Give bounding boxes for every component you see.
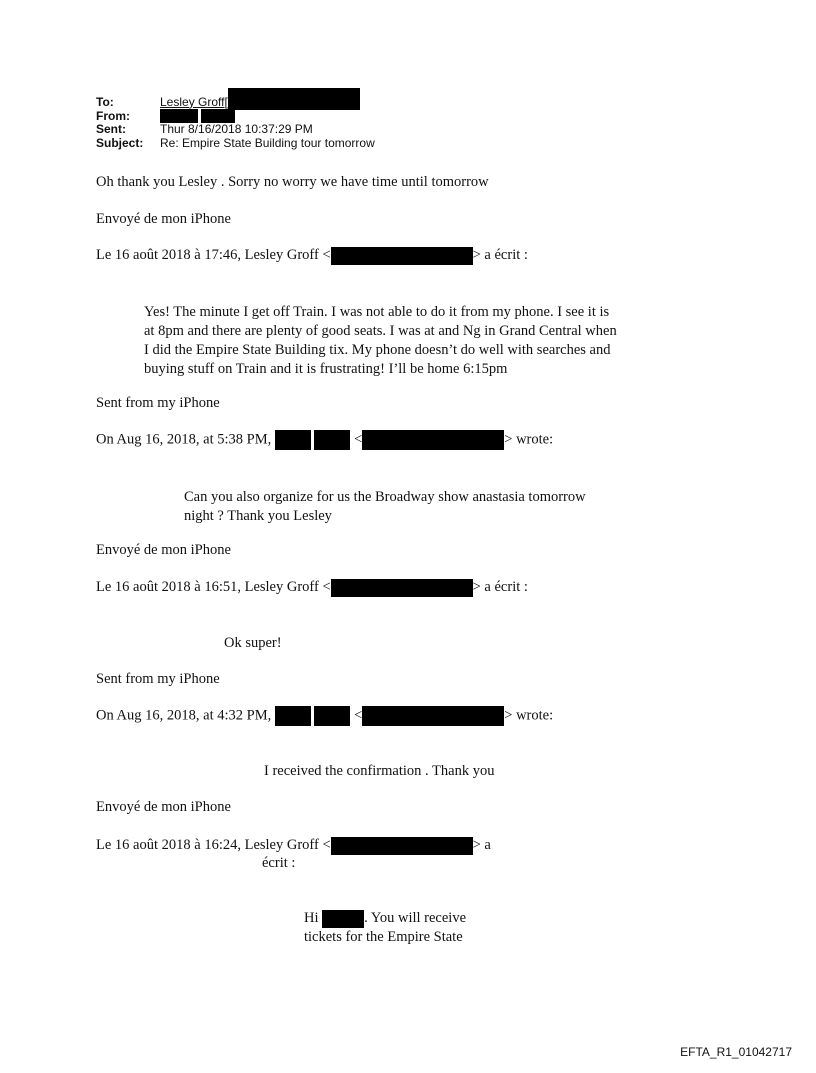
message-line: night ? Thank you Lesley	[184, 508, 332, 524]
redaction-block	[362, 706, 504, 726]
document-id: EFTA_R1_01042717	[680, 1045, 792, 1059]
redaction-block	[331, 837, 473, 855]
quote-prefix: On Aug 16, 2018, at 4:32 PM,	[96, 707, 272, 724]
quote-prefix: Le 16 août 2018 à 16:51, Lesley Groff <	[96, 579, 331, 595]
message-line: Can you also organize for us the Broadway show anastasia tomorrow	[184, 489, 586, 505]
signature: Envoyé de mon iPhone	[96, 799, 231, 815]
from-label: From:	[96, 108, 130, 123]
quote-header	[96, 578, 528, 597]
signature: Sent from my iPhone	[96, 395, 220, 411]
message-line: buying stuff on Train and it is frustrating! I’ll be home 6:15pm	[144, 361, 508, 377]
from-row	[96, 110, 375, 124]
quote-suffix: > a écrit :	[472, 579, 528, 595]
quote-lt: <	[354, 707, 363, 724]
to-bracket: [	[224, 94, 228, 109]
quote-header	[96, 246, 528, 265]
redaction-block	[314, 430, 350, 450]
quote-header	[96, 430, 553, 450]
quote-prefix: On Aug 16, 2018, at 5:38 PM,	[96, 431, 272, 448]
to-value	[160, 96, 360, 110]
quote-header	[96, 836, 491, 855]
message-line: tickets for the Empire State	[304, 929, 463, 945]
redaction-block	[331, 579, 473, 597]
message-body: I received the confirmation . Thank you	[264, 763, 495, 779]
sent-value: Thur 8/16/2018 10:37:29 PM	[160, 122, 313, 136]
quote-header	[96, 706, 553, 726]
signature: Envoyé de mon iPhone	[96, 211, 231, 227]
message-body	[144, 303, 617, 379]
quote-suffix: > wrote:	[504, 431, 554, 448]
redaction-block	[322, 910, 364, 928]
message-body	[304, 909, 466, 947]
redaction-block	[275, 430, 311, 450]
quote-lt: <	[354, 431, 363, 448]
subject-value: Re: Empire State Building tour tomorrow	[160, 135, 375, 150]
subject-row	[96, 137, 375, 151]
quote-header-continuation: écrit :	[262, 855, 296, 871]
quote-suffix: > a écrit :	[472, 247, 528, 263]
to-name: Lesley Groff	[160, 94, 225, 109]
redaction-block	[314, 706, 350, 726]
quote-suffix: > a	[472, 837, 491, 853]
redaction-block	[228, 88, 360, 110]
quote-prefix: Le 16 août 2018 à 17:46, Lesley Groff <	[96, 247, 331, 263]
quote-suffix: > wrote:	[504, 707, 554, 724]
sent-row	[96, 123, 375, 137]
redaction-block	[275, 706, 311, 726]
message-line: at 8pm and there are plenty of good seats. I was at and Ng in Grand Central when	[144, 323, 617, 339]
message-line: I did the Empire State Building tix. My phone doesn’t do well with searches and	[144, 342, 611, 358]
signature: Sent from my iPhone	[96, 671, 220, 687]
greeting: Hi	[304, 910, 319, 926]
subject-label: Subject:	[96, 135, 144, 150]
redaction-block	[362, 430, 504, 450]
message-body: Oh thank you Lesley . Sorry no worry we have time until tomorrow	[96, 174, 489, 190]
message-body	[184, 488, 586, 526]
redaction-block	[331, 247, 473, 265]
to-row	[96, 96, 375, 110]
to-label: To:	[96, 95, 114, 109]
signature: Envoyé de mon iPhone	[96, 542, 231, 558]
email-header	[96, 96, 375, 150]
message-body: Ok super!	[224, 635, 282, 651]
message-line	[304, 909, 466, 928]
message-line: Yes! The minute I get off Train. I was not able to do it from my phone. I see it is	[144, 304, 610, 320]
sent-label: Sent:	[96, 122, 126, 136]
quote-prefix: Le 16 août 2018 à 16:24, Lesley Groff <	[96, 837, 331, 853]
message-text: . You will receive	[364, 910, 467, 926]
